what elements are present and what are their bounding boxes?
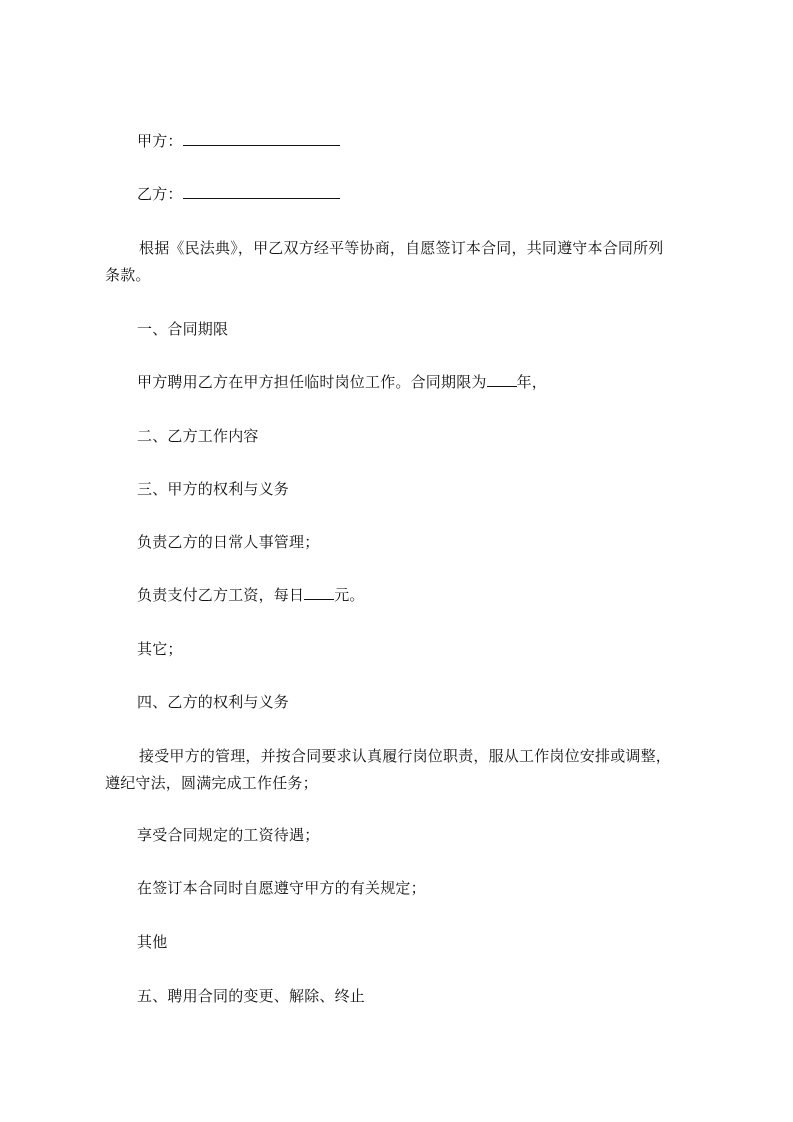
- party-b-line: [137, 185, 340, 203]
- daily-wage-blank: [304, 587, 334, 600]
- party-a-label: 甲方：: [137, 132, 183, 150]
- preamble-line-1: 根据《民法典》，甲乙双方经平等协商，自愿签订本合同，共同遵守本合同所列: [139, 239, 664, 257]
- section-4-item-4: 其他: [137, 933, 168, 951]
- preamble-line-2: 条款。: [105, 266, 151, 284]
- section-1-text-after: 年，: [516, 373, 548, 391]
- section-4-item-1-line-1: 接受甲方的管理，并按合同要求认真履行岗位职责，服从工作岗位安排或调整，: [139, 747, 672, 765]
- party-a-blank: [183, 133, 340, 146]
- section-4-heading: 四、乙方的权利与义务: [137, 693, 290, 711]
- party-b-label: 乙方：: [137, 185, 183, 203]
- section-3-item-2: [137, 586, 365, 604]
- section-3-item-2-after: 元。: [334, 586, 365, 604]
- section-1-text-before: 甲方聘用乙方在甲方担任临时岗位工作。合同期限为: [137, 373, 487, 391]
- section-1-heading: 一、合同期限: [137, 320, 229, 338]
- section-3-item-2-before: 负责支付乙方工资，每日: [137, 586, 305, 604]
- party-a-line: [137, 132, 340, 150]
- party-b-blank: [183, 186, 340, 199]
- section-2-heading: 二、乙方工作内容: [137, 427, 259, 445]
- section-4-item-3: 在签订本合同时自愿遵守甲方的有关规定；: [137, 879, 426, 897]
- section-4-item-2: 享受合同规定的工资待遇；: [137, 826, 320, 844]
- section-5-heading: 五、聘用合同的变更、解除、终止: [137, 987, 366, 1005]
- contract-term-blank: [487, 374, 517, 387]
- section-3-item-3: 其它；: [137, 640, 183, 658]
- section-4-item-1-line-2: 遵纪守法，圆满完成工作任务；: [105, 774, 318, 792]
- section-1-text: [137, 373, 547, 391]
- section-3-heading: 三、甲方的权利与义务: [137, 480, 290, 498]
- section-3-item-1: 负责乙方的日常人事管理；: [137, 533, 320, 551]
